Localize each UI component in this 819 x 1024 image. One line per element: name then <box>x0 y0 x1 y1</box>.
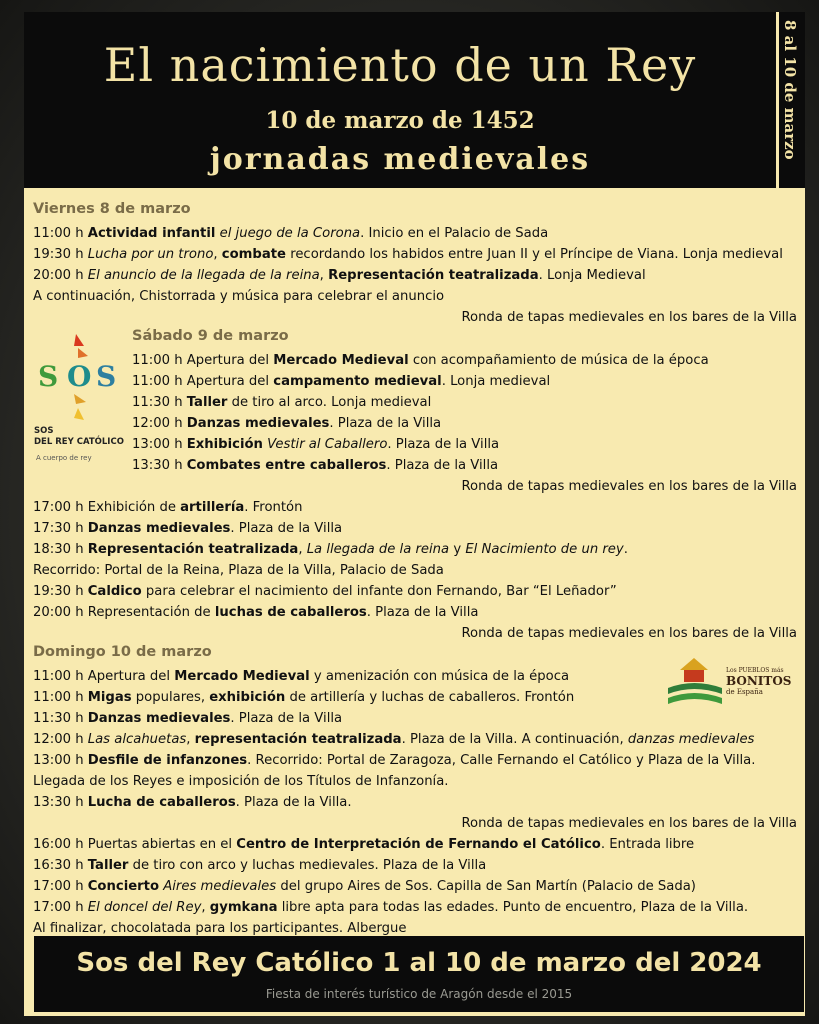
footer-subtitle: Fiesta de interés turístico de Aragón desde el 2015 <box>265 987 573 1001</box>
day-heading-domingo: Domingo 10 de marzo <box>33 644 212 660</box>
event-line: 17:30 h Danzas medievales. Plaza de la Villa <box>33 521 343 536</box>
footer-banner <box>34 936 804 1012</box>
event-line: 16:30 h Taller de tiro con arco y luchas medievales. Plaza de la Villa <box>33 858 487 873</box>
sos-logo-line2: DEL REY CATÓLICO <box>34 437 124 447</box>
side-date-text: 8 al 10 de marzo <box>781 20 799 160</box>
svg-text:S: S <box>38 360 59 393</box>
event-line: 20:00 h El anuncio de la llegada de la reina, Representación teatralizada. Lonja Medieval <box>33 268 646 283</box>
event-line: 19:30 h Lucha por un trono, combate recordando los habidos entre Juan II y el Príncipe de Viana. Lonja medieval <box>33 247 783 262</box>
header-banner <box>24 12 776 188</box>
event-line: 17:00 h Concierto Aires medievales del grupo Aires de Sos. Capilla de San Martín (Palacio de Sada) <box>33 879 696 894</box>
side-date-strip <box>776 12 805 188</box>
event-line: 11:00 h Migas populares, exhibición de artillería y luchas de caballeros. Frontón <box>33 690 575 705</box>
event-line: A continuación, Chistorrada y música para celebrar el anuncio <box>33 289 445 304</box>
event-line: 13:30 h Lucha de caballeros. Plaza de la Villa. <box>33 795 352 810</box>
date-subtitle: 10 de marzo de 1452 <box>265 107 535 134</box>
svg-text:O: O <box>67 360 92 393</box>
event-line: 20:00 h Representación de luchas de caballeros. Plaza de la Villa <box>33 605 479 620</box>
event-line: 16:00 h Puertas abiertas en el Centro de Interpretación de Fernando el Católico. Entrada libre <box>33 837 695 852</box>
tapas-line: Ronda de tapas medievales en los bares de la Villa <box>461 479 797 494</box>
event-line: Llegada de los Reyes e imposición de los Títulos de Infanzonía. <box>33 774 449 789</box>
footer-title: Sos del Rey Católico 1 al 10 de marzo del 2024 <box>76 948 762 978</box>
event-line: 11:00 h Apertura del Mercado Medieval y amenización con música de la época <box>33 669 570 684</box>
event-line: 13:00 h Exhibición Vestir al Caballero. Plaza de la Villa <box>132 437 500 452</box>
event-line: 11:00 h Apertura del Mercado Medieval con acompañamiento de música de la época <box>132 353 709 368</box>
event-line: 11:30 h Danzas medievales. Plaza de la Villa <box>33 711 343 726</box>
event-line: Recorrido: Portal de la Reina, Plaza de la Villa, Palacio de Sada <box>33 563 444 578</box>
event-line: 13:00 h Desfile de infanzones. Recorrido: Portal de Zaragoza, Calle Fernando el Católico y Plaza de la Villa. <box>33 753 756 768</box>
tagline: jornadas medievales <box>209 142 591 177</box>
tapas-line: Ronda de tapas medievales en los bares de la Villa <box>461 816 797 831</box>
event-line: 12:00 h Las alcahuetas, representación teatralizada. Plaza de la Villa. A continuación, danzas medievales <box>33 732 755 747</box>
event-line: 19:30 h Caldico para celebrar el nacimiento del infante don Fernando, Bar “El Leñador” <box>33 584 617 599</box>
event-line: 11:00 h Actividad infantil el juego de la Corona. Inicio en el Palacio de Sada <box>33 226 549 241</box>
event-line: 18:30 h Representación teatralizada, La llegada de la reina y El Nacimiento de un rey. <box>33 542 628 557</box>
event-line: 12:00 h Danzas medievales. Plaza de la Villa <box>132 416 442 431</box>
event-line: 11:30 h Taller de tiro al arco. Lonja medieval <box>132 395 432 410</box>
pb-line2: BONITOS <box>726 674 792 688</box>
event-line: Al finalizar, chocolatada para los participantes. Albergue <box>33 921 407 936</box>
day-heading-sabado: Sábado 9 de marzo <box>132 328 289 344</box>
page-title: El nacimiento de un Rey <box>103 38 697 92</box>
event-line: 17:00 h Exhibición de artillería. Frontón <box>33 500 303 515</box>
pb-line3: de España <box>726 688 763 696</box>
program <box>33 201 803 939</box>
pb-line1: Los PUEBLOS más <box>726 667 784 674</box>
event-line: 13:30 h Combates entre caballeros. Plaza de la Villa <box>132 458 499 473</box>
day-heading-viernes: Viernes 8 de marzo <box>33 201 191 217</box>
svg-text:S: S <box>96 360 117 393</box>
sos-logo-slogan: A cuerpo de rey <box>36 454 92 462</box>
sos-logo-line1: SOS <box>34 426 54 436</box>
tapas-line: Ronda de tapas medievales en los bares de la Villa <box>461 310 797 325</box>
event-line: 17:00 h El doncel del Rey, gymkana libre apta para todas las edades. Punto de encuentro, Plaza de la Villa. <box>33 900 749 915</box>
tapas-line: Ronda de tapas medievales en los bares de la Villa <box>461 626 797 641</box>
event-line: 11:00 h Apertura del campamento medieval. Lonja medieval <box>132 374 551 389</box>
poster <box>24 12 805 1016</box>
